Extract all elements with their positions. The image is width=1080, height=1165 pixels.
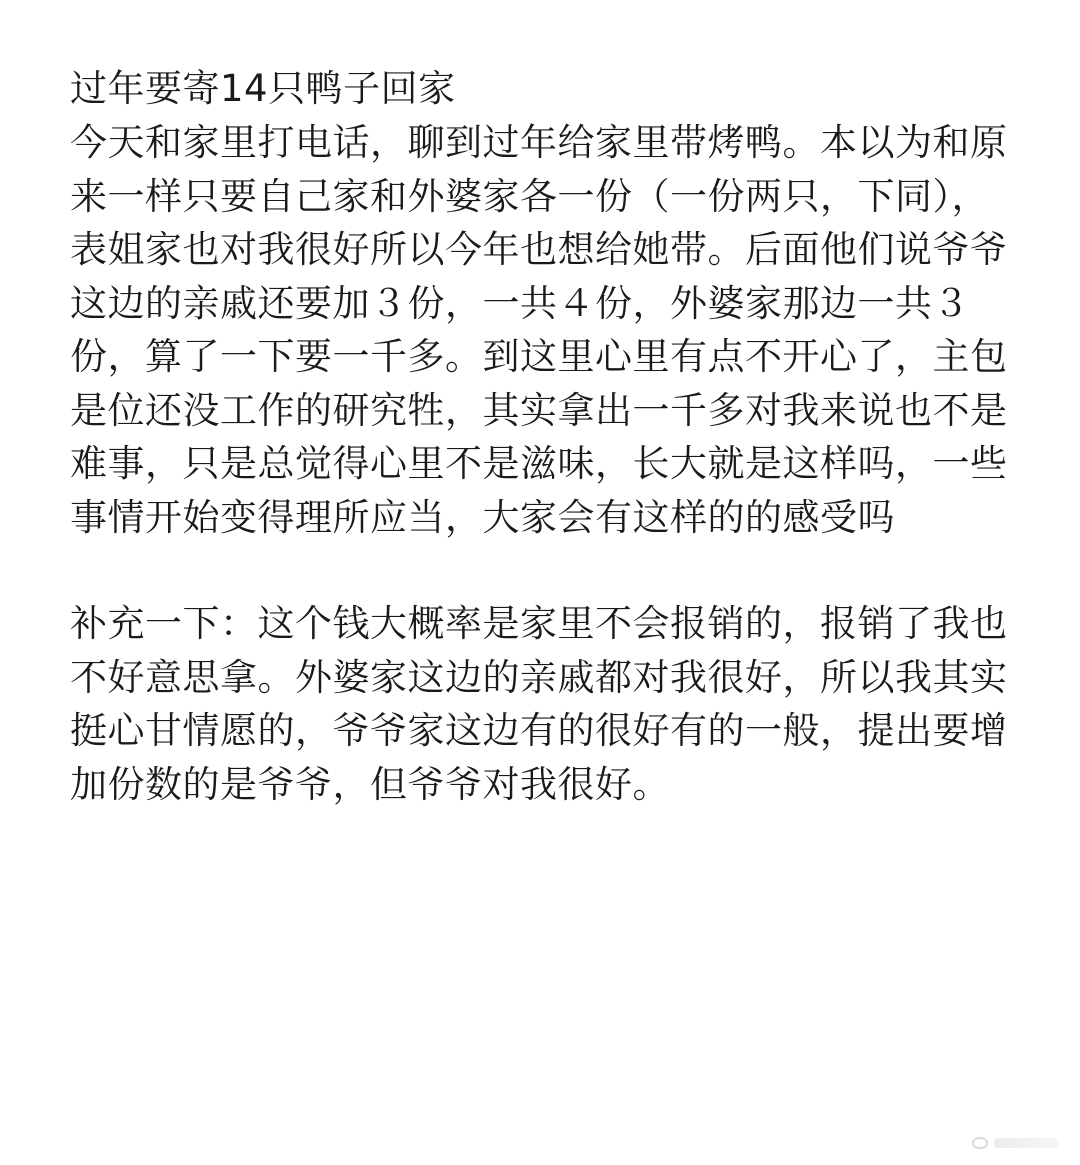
watermark bbox=[972, 1137, 1058, 1149]
post-body-paragraph-2: 补充一下：这个钱大概率是家里不会报销的，报销了我也不好意思拿。外婆家这边的亲戚都对我很好，所以我其实挺心甘情愿的，爷爷家这边有的很好有的一般，提出要增加份数的是爷爷，但爷爷对我很好。 bbox=[70, 602, 1008, 806]
post-content bbox=[70, 62, 1015, 811]
post-body-paragraph-1: 今天和家里打电话，聊到过年给家里带烤鸭。本以为和原来一样只要自己家和外婆家各一份（一份两只，下同），表姐家也对我很好所以今年也想给她带。后面他们说爷爷这边的亲戚还要加３份，一共４份，外婆家那边一共３份，算了一下要一千多。到这里心里有点不开心了，主包是位还没工作的研究牲，其实拿出一千多对我来说也不是难事，只是总觉得心里不是滋味，长大就是这样吗，一些事情开始变得理所应当，大家会有这样的的感受吗 bbox=[70, 121, 1008, 539]
paragraph-spacer bbox=[70, 544, 1015, 597]
watermark-text-block bbox=[994, 1138, 1058, 1148]
post-title: 过年要寄14只鸭子回家 bbox=[70, 67, 456, 110]
watermark-logo-icon bbox=[972, 1137, 988, 1149]
